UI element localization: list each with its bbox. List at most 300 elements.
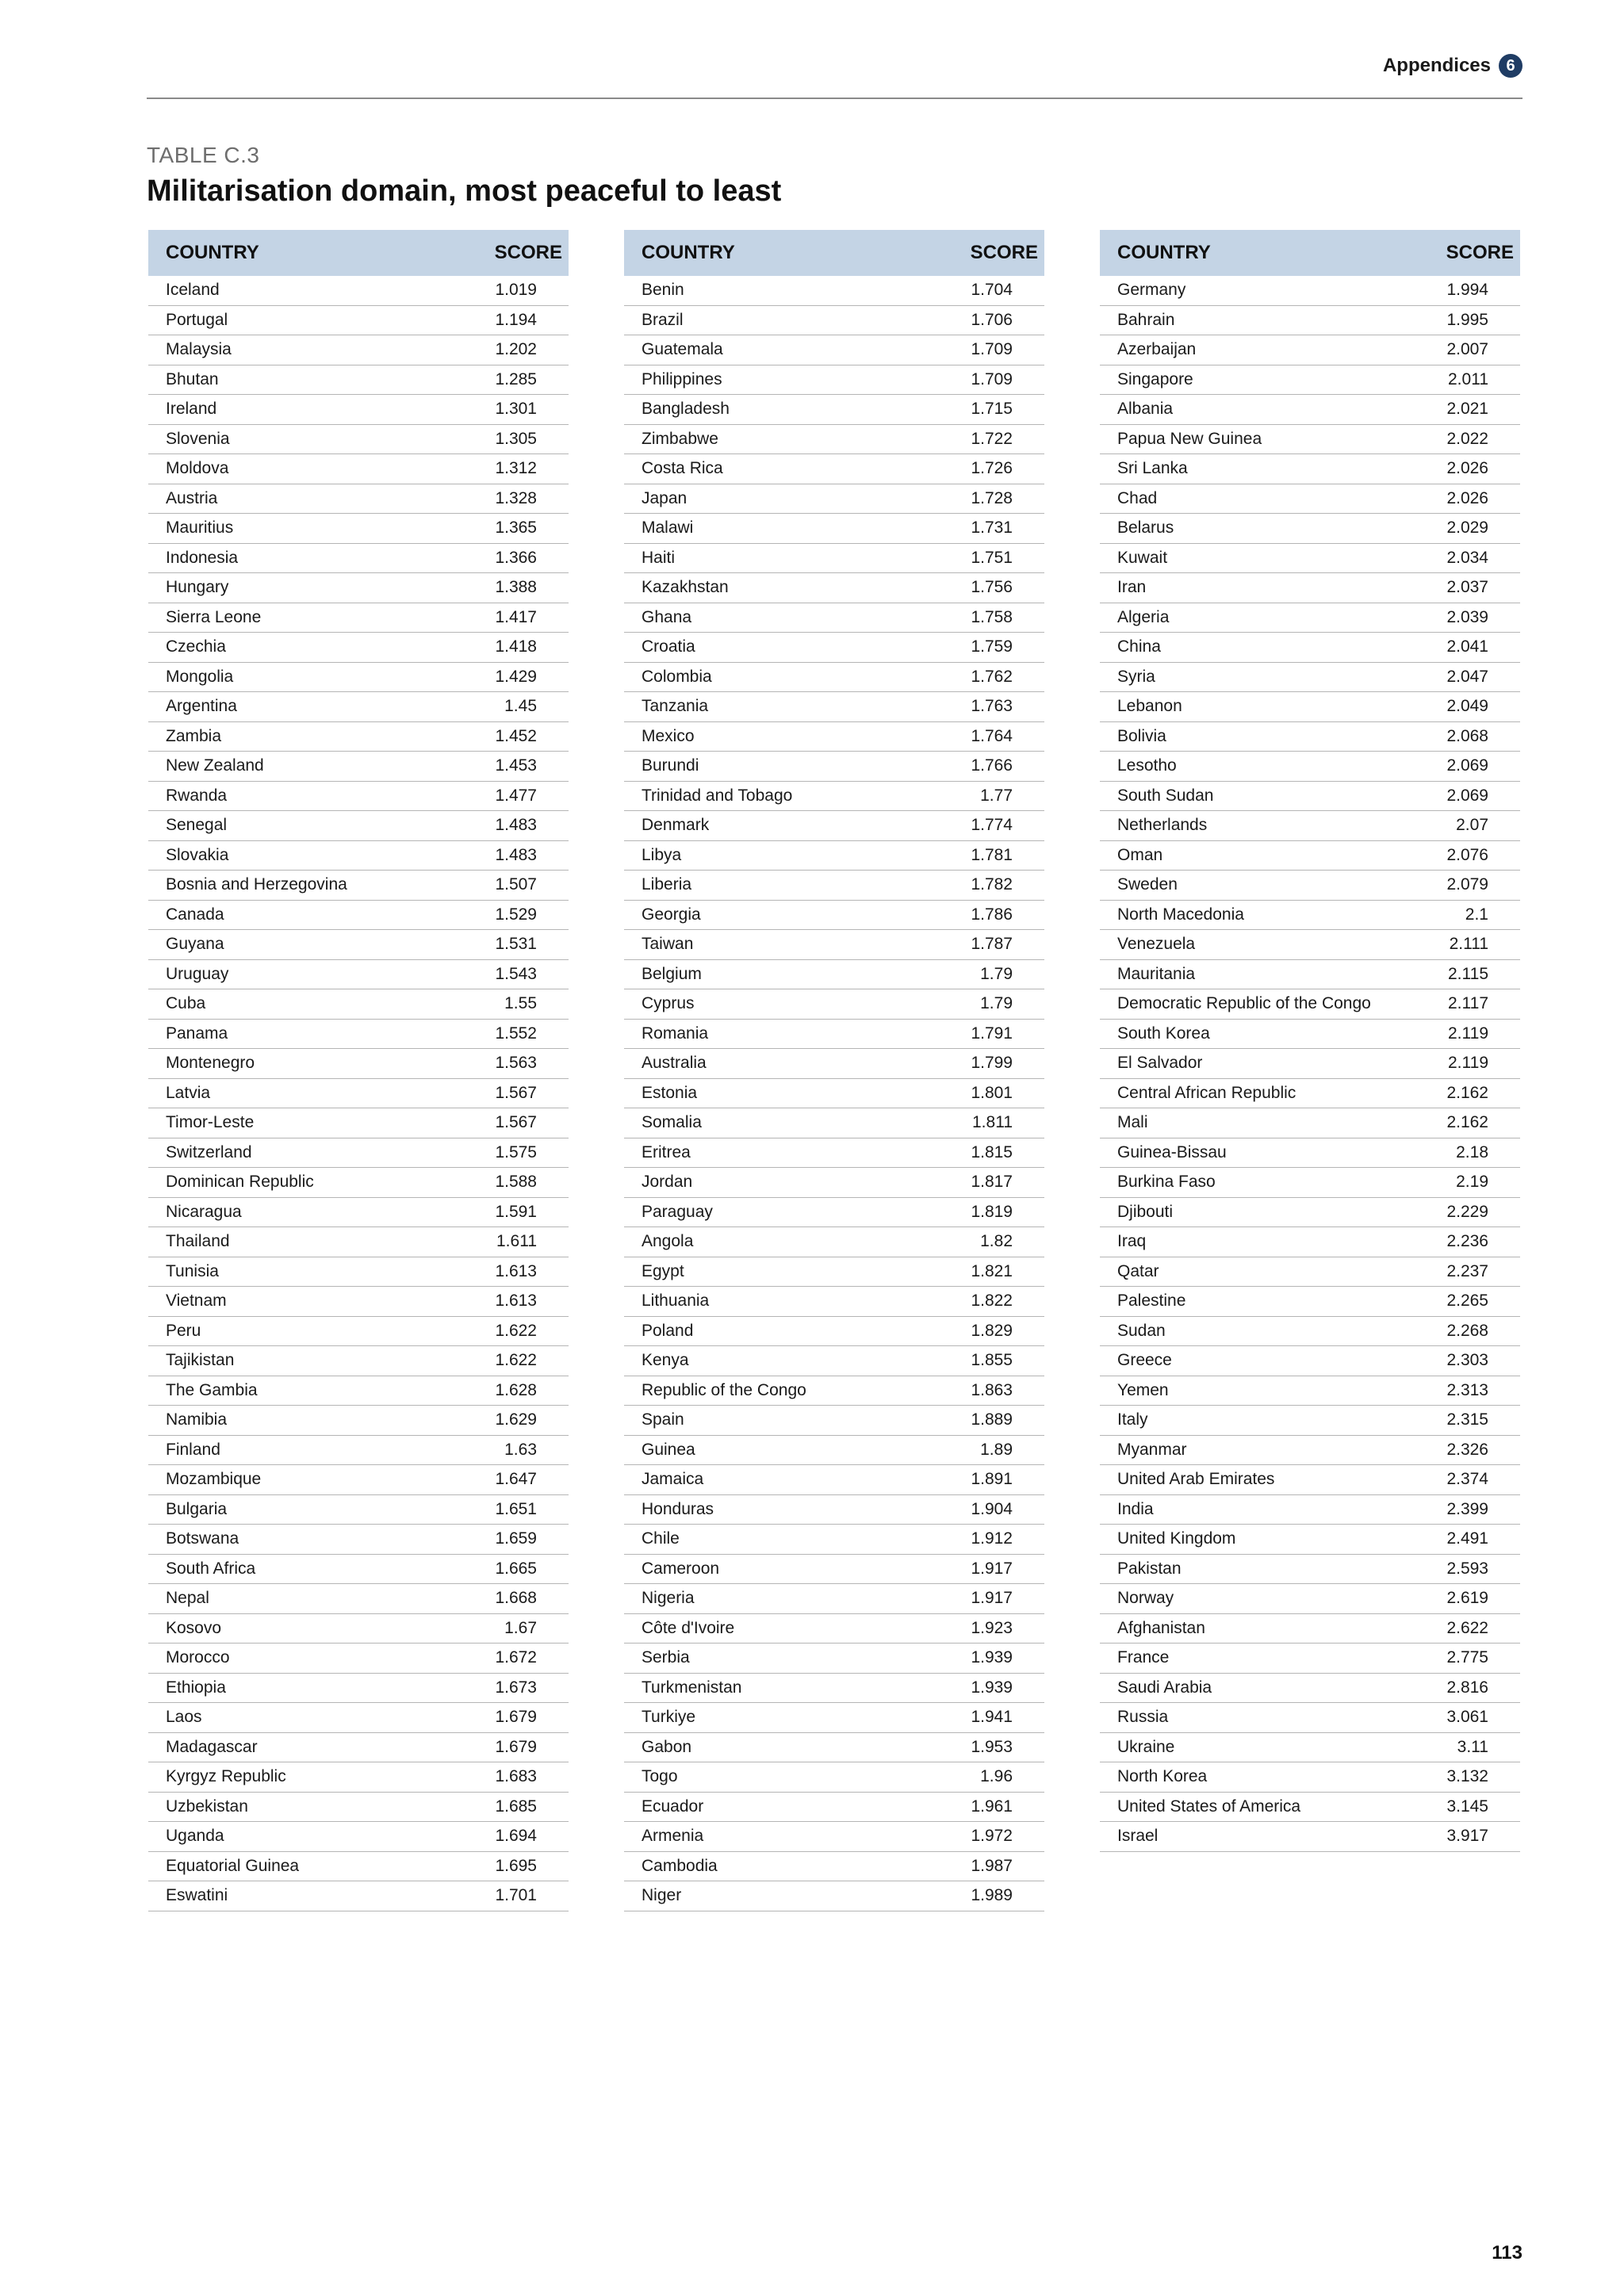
table-row <box>148 1198 569 1228</box>
table-row <box>1100 1376 1520 1406</box>
table-row <box>148 1822 569 1852</box>
country-cell: Brazil <box>642 310 684 329</box>
country-cell: Turkmenistan <box>642 1678 742 1697</box>
table-row <box>624 1703 1044 1733</box>
table-row <box>624 1674 1044 1704</box>
table-row <box>624 722 1044 752</box>
country-cell: South Sudan <box>1117 786 1214 805</box>
score-cell: 1.668 <box>495 1589 537 1608</box>
country-cell: Slovenia <box>166 429 230 448</box>
country-cell: Burkina Faso <box>1117 1173 1216 1192</box>
table-row <box>148 1138 569 1169</box>
score-cell: 2.315 <box>1446 1410 1488 1429</box>
table-row <box>1100 1346 1520 1376</box>
country-cell: Switzerland <box>166 1142 252 1161</box>
country-cell: Malawi <box>642 519 694 538</box>
table-row <box>624 1584 1044 1614</box>
table-row <box>1100 1198 1520 1228</box>
country-cell: Pakistan <box>1117 1559 1182 1578</box>
table-row <box>624 1822 1044 1852</box>
table-row <box>624 276 1044 306</box>
table-row <box>624 1287 1044 1317</box>
country-cell: Venezuela <box>1117 935 1196 954</box>
score-cell: 1.939 <box>971 1648 1013 1667</box>
table-row <box>148 663 569 693</box>
table-row <box>624 989 1044 1020</box>
country-cell: Togo <box>642 1767 678 1786</box>
country-cell: Cambodia <box>642 1856 718 1875</box>
page-header <box>1383 54 1522 78</box>
country-cell: Kazakhstan <box>642 578 729 597</box>
country-cell: Ecuador <box>642 1797 704 1816</box>
country-cell: Zambia <box>166 726 222 745</box>
country-cell: Dominican Republic <box>166 1173 314 1192</box>
table-label: TABLE C.3 <box>147 143 260 167</box>
table-row <box>1100 306 1520 336</box>
score-cell: 1.529 <box>495 905 537 924</box>
score-cell: 2.119 <box>1448 1024 1488 1043</box>
score-cell: 1.96 <box>980 1767 1013 1786</box>
table-row <box>1100 1822 1520 1852</box>
country-cell: Algeria <box>1117 607 1170 626</box>
score-cell: 3.145 <box>1446 1797 1488 1816</box>
country-cell: Montenegro <box>166 1054 255 1073</box>
country-cell: Singapore <box>1117 369 1193 388</box>
table-row <box>148 1227 569 1257</box>
score-cell: 2.041 <box>1446 637 1488 656</box>
score-cell: 1.815 <box>971 1142 1013 1161</box>
score-cell: 1.552 <box>495 1024 537 1043</box>
country-cell: Tunisia <box>166 1261 219 1280</box>
score-cell: 2.18 <box>1456 1142 1488 1161</box>
score-cell: 2.076 <box>1446 845 1488 864</box>
score-cell: 1.817 <box>971 1173 1013 1192</box>
country-cell: Cameroon <box>642 1559 720 1578</box>
score-cell: 1.704 <box>971 281 1013 300</box>
country-cell: Kyrgyz Republic <box>166 1767 286 1786</box>
score-cell: 2.07 <box>1456 816 1488 835</box>
table-row <box>624 1079 1044 1109</box>
country-cell: Germany <box>1117 281 1186 300</box>
country-cell: Bolivia <box>1117 726 1166 745</box>
score-cell: 1.628 <box>495 1380 537 1399</box>
table-row <box>148 1020 569 1050</box>
country-cell: Eritrea <box>642 1142 691 1161</box>
country-cell: Australia <box>642 1054 707 1073</box>
table-row <box>1100 1317 1520 1347</box>
table-row <box>1100 1049 1520 1079</box>
score-cell: 1.622 <box>495 1321 537 1340</box>
score-cell: 1.939 <box>971 1678 1013 1697</box>
table-row <box>624 514 1044 544</box>
score-cell: 2.049 <box>1446 697 1488 716</box>
table-row <box>624 1138 1044 1169</box>
table-row <box>148 1287 569 1317</box>
country-cell: Ireland <box>166 400 217 419</box>
page-number: 113 <box>1492 2242 1522 2263</box>
score-cell: 2.19 <box>1456 1173 1488 1192</box>
table-row <box>148 335 569 365</box>
score-cell: 1.312 <box>495 459 537 478</box>
table-row <box>148 425 569 455</box>
score-cell: 1.821 <box>971 1261 1013 1280</box>
score-cell: 1.695 <box>495 1856 537 1875</box>
score-cell: 2.069 <box>1446 786 1488 805</box>
score-cell: 2.111 <box>1449 935 1488 954</box>
country-cell: Uruguay <box>166 964 229 983</box>
table-row <box>1100 1793 1520 1823</box>
score-cell: 1.483 <box>495 816 537 835</box>
table-row <box>1100 1138 1520 1169</box>
score-cell: 1.452 <box>495 726 537 745</box>
table-row <box>148 811 569 841</box>
country-cell: Georgia <box>642 905 701 924</box>
table-row <box>1100 1020 1520 1050</box>
table-row <box>148 365 569 396</box>
country-cell: Ukraine <box>1117 1737 1175 1756</box>
country-cell: Morocco <box>166 1648 230 1667</box>
country-cell: Norway <box>1117 1589 1174 1608</box>
table-row <box>1100 1257 1520 1288</box>
score-cell: 1.972 <box>971 1827 1013 1846</box>
country-cell: Indonesia <box>166 548 239 567</box>
score-cell: 2.026 <box>1446 488 1488 507</box>
table-row <box>624 1406 1044 1436</box>
score-cell: 3.132 <box>1446 1767 1488 1786</box>
country-cell: France <box>1117 1648 1170 1667</box>
score-cell: 2.593 <box>1446 1559 1488 1578</box>
score-cell: 1.89 <box>980 1440 1013 1459</box>
country-cell: Cuba <box>166 994 206 1013</box>
country-cell: Hungary <box>166 578 229 597</box>
score-cell: 1.301 <box>495 400 537 419</box>
table-row <box>148 901 569 931</box>
score-cell: 1.715 <box>971 400 1013 419</box>
table-row <box>624 1436 1044 1466</box>
table-row <box>624 1227 1044 1257</box>
country-cell: Equatorial Guinea <box>166 1856 300 1875</box>
score-cell: 1.756 <box>971 578 1013 597</box>
country-cell: Guatemala <box>642 340 723 359</box>
country-cell: Bhutan <box>166 369 219 388</box>
score-cell: 1.701 <box>495 1886 537 1905</box>
country-cell: Republic of the Congo <box>642 1380 806 1399</box>
table-row <box>624 930 1044 960</box>
country-cell: Denmark <box>642 816 710 835</box>
table-row <box>148 1733 569 1763</box>
table-row <box>624 1644 1044 1674</box>
table-row <box>148 782 569 812</box>
country-cell: Senegal <box>166 816 228 835</box>
country-cell: Philippines <box>642 369 722 388</box>
table-row <box>624 1376 1044 1406</box>
table-row <box>1100 960 1520 990</box>
country-cell: Malaysia <box>166 340 232 359</box>
table-row <box>1100 1584 1520 1614</box>
table-row <box>148 1644 569 1674</box>
country-cell: Poland <box>642 1321 694 1340</box>
table-row <box>148 1762 569 1793</box>
table-row <box>624 365 1044 396</box>
table-row <box>1100 811 1520 841</box>
table-row <box>624 960 1044 990</box>
table-row <box>1100 722 1520 752</box>
score-cell: 1.588 <box>495 1173 537 1192</box>
score-cell: 2.1 <box>1465 905 1488 924</box>
score-cell: 1.679 <box>495 1708 537 1727</box>
table-row <box>624 603 1044 633</box>
score-cell: 1.994 <box>1446 281 1488 300</box>
score-cell: 1.923 <box>971 1618 1013 1637</box>
country-cell: Sudan <box>1117 1321 1166 1340</box>
table-row <box>148 603 569 633</box>
score-cell: 2.374 <box>1446 1470 1488 1489</box>
score-cell: 2.034 <box>1446 548 1488 567</box>
country-cell: Kenya <box>642 1351 689 1370</box>
country-cell: Mozambique <box>166 1470 262 1489</box>
score-header: SCORE <box>494 242 562 263</box>
country-cell: Armenia <box>642 1827 704 1846</box>
country-cell: Peru <box>166 1321 201 1340</box>
country-cell: Djibouti <box>1117 1202 1174 1221</box>
section-title: Appendices <box>1382 55 1491 76</box>
score-cell: 1.651 <box>495 1499 537 1518</box>
country-cell: Burundi <box>642 756 699 775</box>
country-cell: Belarus <box>1117 519 1174 538</box>
table-row <box>1100 871 1520 901</box>
table-row <box>624 395 1044 425</box>
country-cell: North Korea <box>1117 1767 1208 1786</box>
table-row <box>624 692 1044 722</box>
country-cell: Qatar <box>1117 1261 1159 1280</box>
table-row <box>1100 782 1520 812</box>
score-cell: 1.328 <box>495 488 537 507</box>
column-header <box>148 230 569 276</box>
score-cell: 2.491 <box>1446 1529 1488 1548</box>
table-row <box>624 306 1044 336</box>
table-row <box>148 871 569 901</box>
score-header: SCORE <box>1446 242 1514 263</box>
score-cell: 1.731 <box>971 519 1013 538</box>
country-cell: North Macedonia <box>1117 905 1244 924</box>
score-cell: 1.763 <box>971 697 1013 716</box>
country-cell: Turkiye <box>642 1708 696 1727</box>
table-row <box>624 901 1044 931</box>
score-cell: 2.029 <box>1446 519 1488 538</box>
table-row <box>1100 1108 1520 1138</box>
table-row <box>1100 1436 1520 1466</box>
country-cell: Democratic Republic of the Congo <box>1117 994 1371 1013</box>
score-cell: 2.007 <box>1446 340 1488 359</box>
table-row <box>624 1198 1044 1228</box>
country-cell: Madagascar <box>166 1737 258 1756</box>
table-row <box>1100 1465 1520 1495</box>
country-cell: Romania <box>642 1024 709 1043</box>
country-cell: United States of America <box>1117 1797 1301 1816</box>
table-row <box>148 1049 569 1079</box>
country-cell: Mauritania <box>1117 964 1196 983</box>
table-row <box>624 425 1044 455</box>
score-cell: 2.021 <box>1446 400 1488 419</box>
score-cell: 3.11 <box>1457 1737 1488 1756</box>
score-cell: 2.026 <box>1446 459 1488 478</box>
country-cell: Syria <box>1117 667 1155 686</box>
score-cell: 1.417 <box>495 607 537 626</box>
table-row <box>1100 1644 1520 1674</box>
table-row <box>1100 603 1520 633</box>
table-row <box>148 1881 569 1911</box>
score-cell: 1.679 <box>495 1737 537 1756</box>
score-cell: 1.726 <box>971 459 1013 478</box>
score-cell: 1.429 <box>495 667 537 686</box>
table-row <box>148 1465 569 1495</box>
table-row <box>1100 1674 1520 1704</box>
table-row <box>148 1614 569 1644</box>
country-cell: Mali <box>1117 1113 1148 1132</box>
table-row <box>624 544 1044 574</box>
score-cell: 1.418 <box>495 637 537 656</box>
table-row <box>624 1168 1044 1198</box>
chapter-badge: 6 <box>1499 54 1522 78</box>
country-cell: Lebanon <box>1117 697 1182 716</box>
table-row <box>1100 692 1520 722</box>
country-cell: Cyprus <box>642 994 695 1013</box>
country-cell: Spain <box>642 1410 684 1429</box>
table-row <box>1100 1703 1520 1733</box>
score-cell: 2.775 <box>1446 1648 1488 1667</box>
country-cell: Albania <box>1117 400 1174 419</box>
table-row <box>148 752 569 782</box>
score-cell: 2.399 <box>1446 1499 1488 1518</box>
table-row <box>148 1525 569 1555</box>
country-cell: Latvia <box>166 1083 211 1102</box>
country-cell: United Arab Emirates <box>1117 1470 1275 1489</box>
score-cell: 3.917 <box>1446 1827 1488 1846</box>
table-row <box>148 573 569 603</box>
country-cell: Angola <box>642 1232 694 1251</box>
country-cell: Benin <box>642 281 684 300</box>
country-cell: Papua New Guinea <box>1117 429 1262 448</box>
country-cell: Greece <box>1117 1351 1172 1370</box>
country-cell: Mauritius <box>166 519 234 538</box>
score-cell: 1.611 <box>496 1232 537 1251</box>
table-row <box>148 1436 569 1466</box>
table-row <box>1100 1495 1520 1525</box>
score-cell: 1.961 <box>971 1797 1013 1816</box>
country-cell: Niger <box>642 1886 682 1905</box>
country-cell: Nepal <box>166 1589 209 1608</box>
table-row <box>624 1346 1044 1376</box>
table-row <box>148 1376 569 1406</box>
country-cell: Libya <box>642 845 682 864</box>
score-cell: 1.563 <box>495 1054 537 1073</box>
score-cell: 3.061 <box>1446 1708 1488 1727</box>
score-cell: 1.67 <box>504 1618 537 1637</box>
score-cell: 1.917 <box>971 1589 1013 1608</box>
score-cell: 2.039 <box>1446 607 1488 626</box>
score-cell: 2.068 <box>1446 726 1488 745</box>
country-cell: Honduras <box>642 1499 714 1518</box>
country-cell: Nicaragua <box>166 1202 242 1221</box>
table-row <box>624 1762 1044 1793</box>
table-row <box>624 1555 1044 1585</box>
country-cell: Portugal <box>166 310 228 329</box>
country-header: COUNTRY <box>642 242 735 263</box>
country-cell: Uganda <box>166 1827 224 1846</box>
country-cell: Iraq <box>1117 1232 1147 1251</box>
score-cell: 1.647 <box>495 1470 537 1489</box>
country-cell: Chile <box>642 1529 680 1548</box>
table-row <box>624 1495 1044 1525</box>
country-cell: Slovakia <box>166 845 229 864</box>
table-row <box>624 1525 1044 1555</box>
score-cell: 1.575 <box>495 1142 537 1161</box>
score-cell: 1.483 <box>495 845 537 864</box>
score-cell: 1.995 <box>1446 310 1488 329</box>
score-cell: 1.781 <box>971 845 1013 864</box>
country-cell: Namibia <box>166 1410 228 1429</box>
country-header: COUNTRY <box>1117 242 1211 263</box>
country-cell: Israel <box>1117 1827 1159 1846</box>
score-cell: 2.816 <box>1446 1678 1488 1697</box>
country-cell: Canada <box>166 905 224 924</box>
country-cell: South Korea <box>1117 1024 1210 1043</box>
country-cell: Afghanistan <box>1117 1618 1205 1637</box>
table-row <box>624 782 1044 812</box>
score-cell: 1.613 <box>495 1292 537 1311</box>
table-row <box>148 1852 569 1882</box>
table-row <box>1100 633 1520 663</box>
score-cell: 2.069 <box>1446 756 1488 775</box>
table-row <box>624 1881 1044 1911</box>
table-row <box>148 1257 569 1288</box>
table-row <box>1100 1762 1520 1793</box>
score-cell: 1.673 <box>495 1678 537 1697</box>
country-header: COUNTRY <box>166 242 259 263</box>
country-cell: Croatia <box>642 637 695 656</box>
table-row <box>1100 1287 1520 1317</box>
country-cell: Ghana <box>642 607 692 626</box>
score-cell: 2.037 <box>1446 578 1488 597</box>
score-cell: 2.162 <box>1446 1113 1488 1132</box>
country-cell: Iceland <box>166 281 220 300</box>
table-row <box>148 960 569 990</box>
score-cell: 1.82 <box>980 1232 1013 1251</box>
score-cell: 1.722 <box>971 429 1013 448</box>
score-cell: 2.313 <box>1446 1380 1488 1399</box>
score-cell: 1.891 <box>971 1470 1013 1489</box>
table-row <box>1100 1227 1520 1257</box>
score-cell: 1.629 <box>495 1410 537 1429</box>
country-cell: Botswana <box>166 1529 239 1548</box>
score-cell: 1.531 <box>495 935 537 954</box>
score-cell: 1.613 <box>495 1261 537 1280</box>
country-cell: Moldova <box>166 459 229 478</box>
score-cell: 1.819 <box>971 1202 1013 1221</box>
country-cell: Palestine <box>1117 1292 1186 1311</box>
table-row <box>148 1079 569 1109</box>
table-row <box>624 1020 1044 1050</box>
country-cell: Zimbabwe <box>642 429 718 448</box>
score-cell: 1.987 <box>971 1856 1013 1875</box>
table-row <box>1100 454 1520 484</box>
country-cell: The Gambia <box>166 1380 258 1399</box>
country-cell: Sri Lanka <box>1117 459 1188 478</box>
country-cell: New Zealand <box>166 756 264 775</box>
score-cell: 1.801 <box>971 1083 1013 1102</box>
score-cell: 1.786 <box>971 905 1013 924</box>
score-cell: 1.728 <box>971 488 1013 507</box>
